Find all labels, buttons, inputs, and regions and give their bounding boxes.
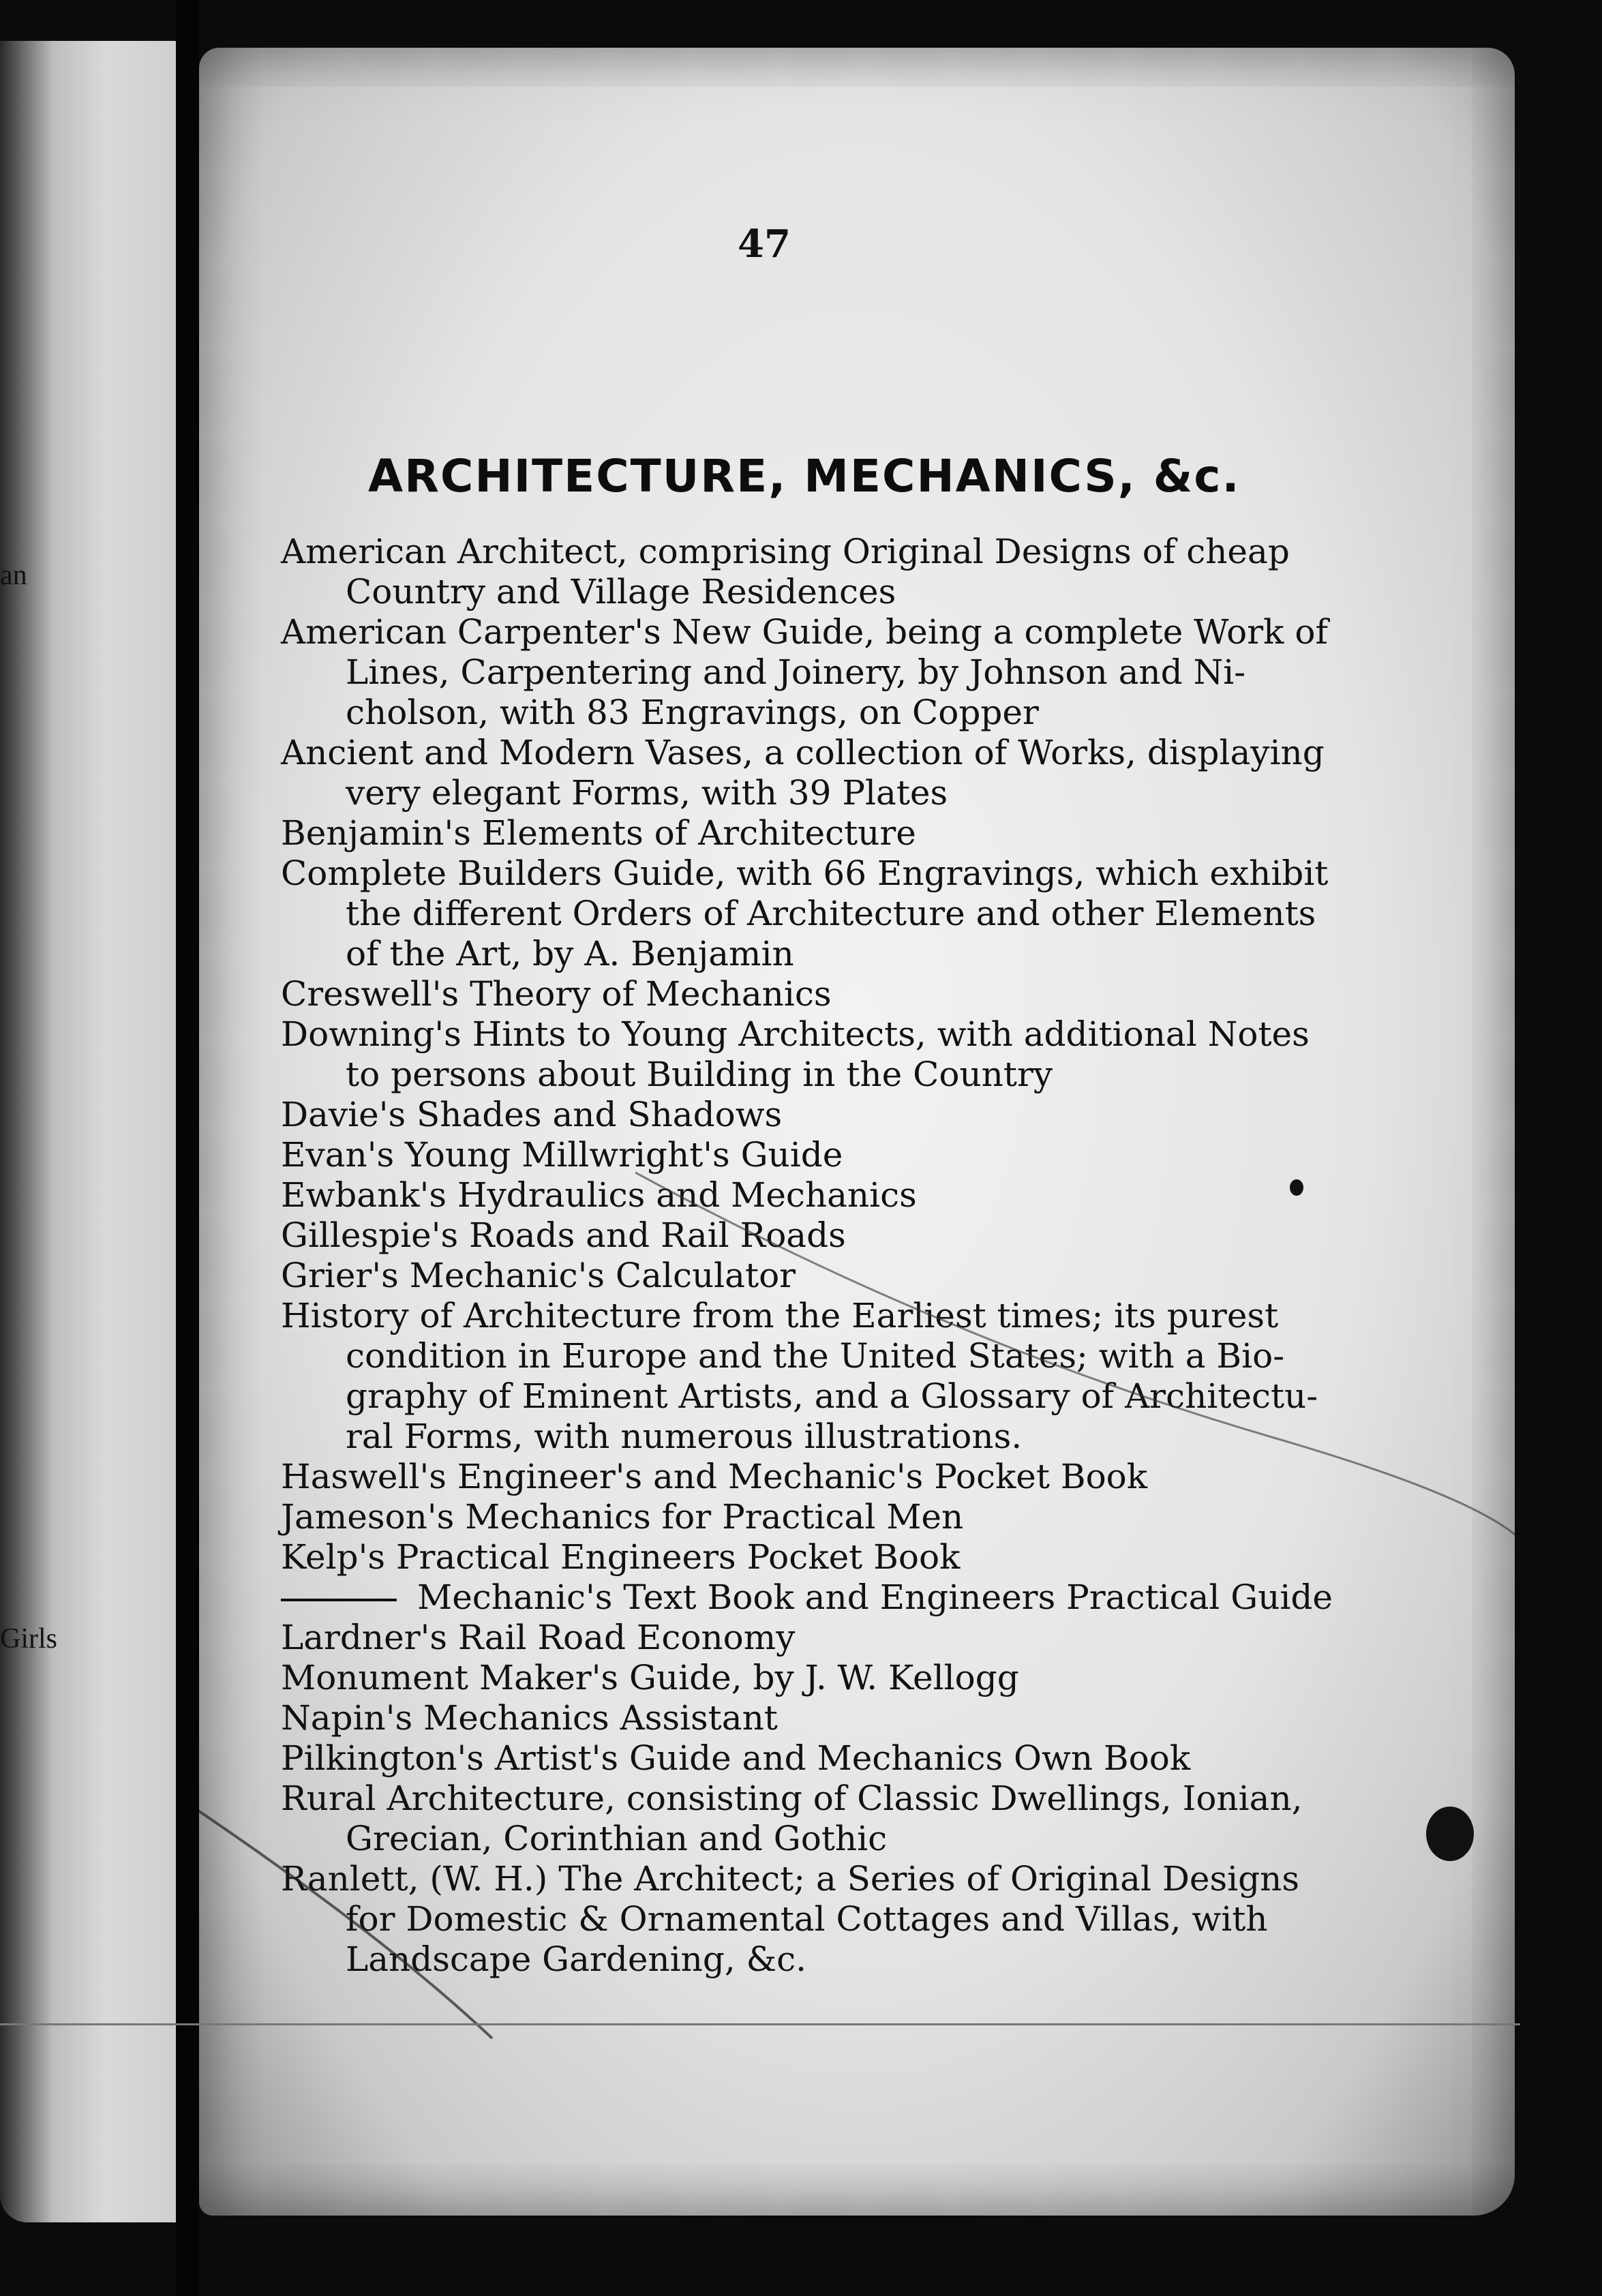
book-entry-continuation: of the Art, by A. Benjamin [346,934,794,973]
ink-blot [1426,1807,1474,1861]
book-entry [281,532,1494,612]
book-page [199,48,1515,2216]
book-entry [281,1859,1494,1980]
facing-page-edge [0,41,176,2222]
book-entry [281,733,1494,813]
book-entry-continuation: Lines, Carpentering and Joinery, by Johnson and Ni- [346,652,1246,692]
book-entry [281,1577,1494,1618]
book-entry-title: Haswell's Engineer's and Mechanic's Pocket Book [281,1457,1148,1496]
book-entry-title: Jameson's Mechanics for Practical Men [281,1497,964,1537]
book-entry [281,1095,1494,1135]
book-entry-title: Monument Maker's Guide, by J. W. Kellogg [281,1658,1019,1697]
scan-line [0,2023,1520,2025]
book-list [281,532,1494,1980]
facing-page-fragment: Girls [0,1623,57,1655]
facing-page-fragment: an [0,560,27,591]
book-entry [281,1256,1494,1296]
book-entry [281,1457,1494,1497]
book-entry-title: Grier's Mechanic's Calculator [281,1256,796,1295]
book-entry-title: Downing's Hints to Young Architects, with additional Notes [281,1014,1310,1054]
book-entry-title: American Carpenter's New Guide, being a complete Work of [281,612,1328,652]
book-entry [281,1618,1494,1658]
book-entry-title: Lardner's Rail Road Economy [281,1618,796,1657]
ditto-dash [281,1599,397,1601]
book-entry [281,1215,1494,1256]
book-entry-continuation: ral Forms, with numerous illustrations. [346,1417,1023,1456]
book-entry [281,813,1494,854]
book-entry-title: History of Architecture from the Earliest times; its purest [281,1296,1279,1335]
book-entry [281,1537,1494,1577]
book-entry-continuation: Grecian, Corinthian and Gothic [346,1819,888,1858]
book-entry-title: Pilkington's Artist's Guide and Mechanics Own Book [281,1738,1191,1778]
book-entry [281,1175,1494,1215]
page-number: 47 [738,222,791,267]
book-entry-title: Creswell's Theory of Mechanics [281,974,832,1014]
book-entry-title: Davie's Shades and Shadows [281,1095,783,1134]
book-entry-title: Ewbank's Hydraulics and Mechanics [281,1175,917,1215]
book-entry [281,1014,1494,1095]
book-entry-title: Mechanic's Text Book and Engineers Practical Guide [417,1577,1333,1617]
book-entry-title: Ranlett, (W. H.) The Architect; a Series of Original Designs [281,1859,1300,1899]
book-entry-continuation: Landscape Gardening, &c. [346,1939,807,1979]
book-entry-continuation: condition in Europe and the United States; with a Bio- [346,1336,1285,1376]
book-entry [281,1779,1494,1859]
book-entry [281,1658,1494,1698]
book-entry-title: Kelp's Practical Engineers Pocket Book [281,1537,961,1577]
book-entry-title: Complete Builders Guide, with 66 Engravings, which exhibit [281,854,1329,893]
book-entry-continuation: the different Orders of Architecture and other Elements [346,894,1316,933]
book-entry [281,974,1494,1014]
section-heading: ARCHITECTURE, MECHANICS, &c. [368,450,1241,502]
book-entry [281,1698,1494,1738]
book-entry-title: Rural Architecture, consisting of Classic Dwellings, Ionian, [281,1779,1303,1818]
book-entry-title: Benjamin's Elements of Architecture [281,813,916,853]
ink-speck [1290,1179,1303,1196]
book-entry-title: Ancient and Modern Vases, a collection of Works, displaying [281,733,1325,772]
book-entry-continuation: very elegant Forms, with 39 Plates [346,773,948,813]
book-entry-continuation: for Domestic & Ornamental Cottages and Villas, with [346,1899,1268,1939]
book-entry-title: Gillespie's Roads and Rail Roads [281,1215,846,1255]
book-entry-title: American Architect, comprising Original Designs of cheap [281,532,1290,571]
book-entry [281,612,1494,733]
book-entry [281,1738,1494,1779]
book-entry-title: Napin's Mechanics Assistant [281,1698,778,1738]
book-gutter [176,0,199,2296]
book-entry-continuation: graphy of Eminent Artists, and a Glossary of Architectu- [346,1376,1318,1416]
book-entry [281,1296,1494,1457]
book-entry-continuation: cholson, with 83 Engravings, on Copper [346,693,1039,732]
book-entry-continuation: Country and Village Residences [346,572,896,611]
book-entry [281,1135,1494,1175]
book-entry-title: Evan's Young Millwright's Guide [281,1135,843,1175]
book-entry [281,854,1494,974]
book-entry-continuation: to persons about Building in the Country [346,1055,1053,1094]
book-entry [281,1497,1494,1537]
